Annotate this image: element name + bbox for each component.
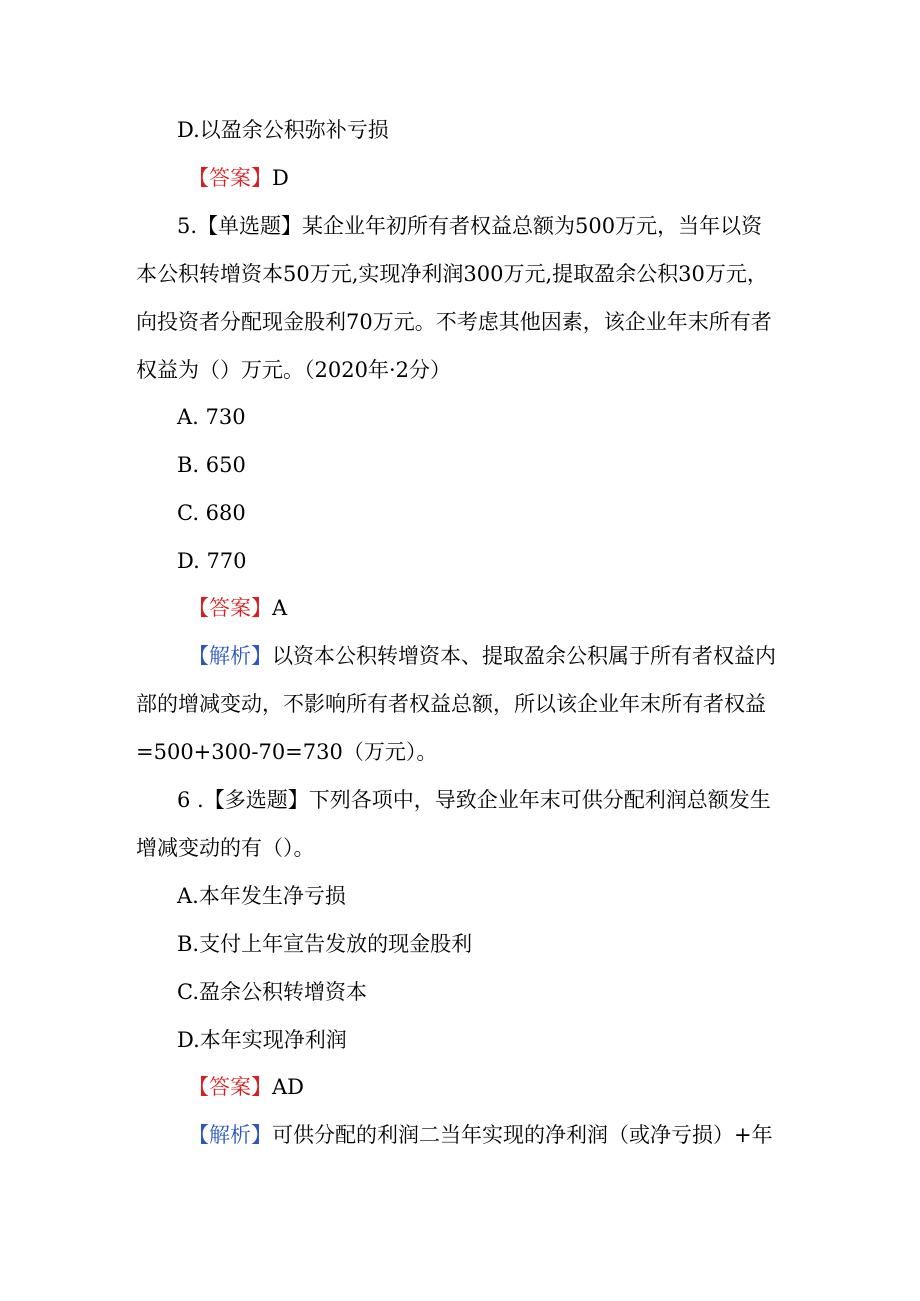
analysis-tag: 【解析】 (188, 1123, 272, 1147)
answer-value: A (272, 596, 288, 620)
prev-option-d: D.以盈余公积弥补亏损 (177, 118, 389, 142)
q5-option-a: A. 730 (177, 405, 246, 429)
answer-tag: 【答案】 (188, 596, 272, 620)
q6-option-d: D.本年实现净利润 (177, 1028, 347, 1052)
q5-answer (188, 596, 287, 620)
q5-option-d: D. 770 (177, 549, 247, 573)
q5-line-4: 权益为（）万元。（2020年·2分） (136, 358, 451, 382)
q6-analysis-line-1 (188, 1123, 773, 1147)
q5-option-c: C. 680 (177, 501, 246, 525)
q5-line-1: 5.【单选题】某企业年初所有者权益总额为500万元，当年以资 (177, 214, 763, 238)
q6-option-c: C.盈余公积转增资本 (177, 980, 367, 1004)
q6-line-1: 6 .【多选题】下列各项中，导致企业年末可供分配利润总额发生 (177, 788, 771, 812)
answer-value: AD (272, 1075, 305, 1099)
q5-option-b: B. 650 (177, 453, 246, 477)
answer-value: D (272, 166, 289, 190)
q6-option-a: A.本年发生净亏损 (177, 884, 346, 908)
analysis-text: 以资本公积转增资本、提取盈余公积属于所有者权益内 (272, 644, 776, 668)
q6-answer (188, 1075, 304, 1099)
q6-option-b: B.支付上年宣告发放的现金股利 (177, 932, 473, 956)
q5-analysis-line-3: =500+300-70=730（万元）。 (136, 740, 438, 764)
q5-analysis-line-2: 部的增减变动，不影响所有者权益总额，所以该企业年末所有者权益 (136, 692, 766, 716)
q6-line-2: 增减变动的有（）。 (136, 836, 315, 860)
q5-analysis-line-1 (188, 644, 776, 668)
analysis-tag: 【解析】 (188, 644, 272, 668)
answer-tag: 【答案】 (188, 1075, 272, 1099)
q5-line-2: 本公积转增资本50万元,实现净利润300万元,提取盈余公积30万元， (136, 262, 768, 286)
analysis-text: 可供分配的利润二当年实现的净利润（或净亏损）+年 (272, 1123, 773, 1147)
answer-tag: 【答案】 (188, 166, 272, 190)
q5-line-3: 向投资者分配现金股利70万元。不考虑其他因素，该企业年末所有者 (136, 310, 772, 334)
prev-answer (188, 166, 289, 190)
